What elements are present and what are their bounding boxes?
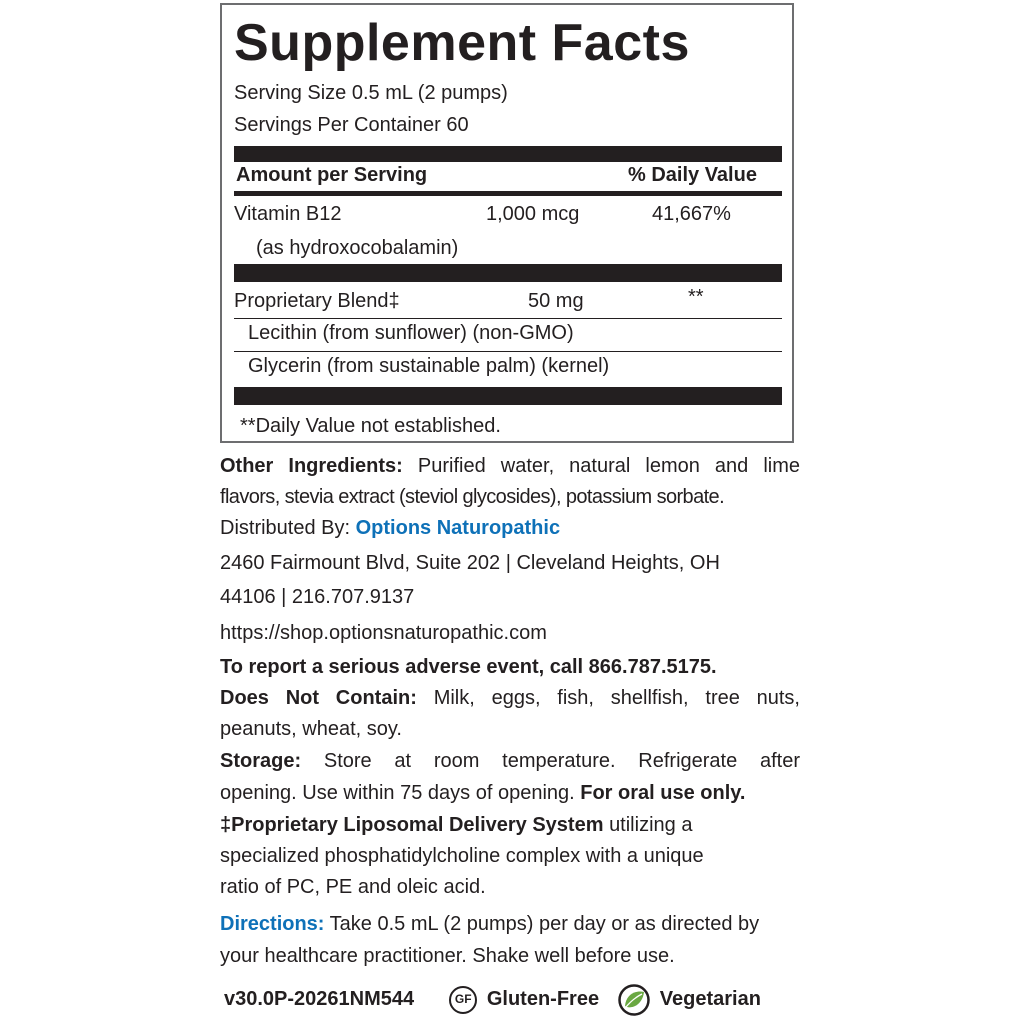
distributed-by bbox=[220, 513, 800, 543]
other-ingredients-line-2: flavors, stevia extract (steviol glycosides), potassium sorbate. bbox=[220, 486, 725, 508]
blend-item-glycerin: Glycerin (from sustainable palm) (kernel) bbox=[248, 355, 610, 377]
blend-amount: 50 mg bbox=[528, 290, 584, 312]
thick-divider bbox=[234, 146, 782, 162]
directions-line-2: your healthcare practitioner. Shake well before use. bbox=[220, 945, 675, 967]
liposomal-line-3: ratio of PC, PE and oleic acid. bbox=[220, 876, 486, 898]
does-not-contain-text: Milk, eggs, fish, shellfish, tree nuts, bbox=[433, 687, 800, 709]
other-ingredients-label: Other Ingredients: bbox=[220, 455, 403, 477]
oral-use-notice: For oral use only. bbox=[580, 782, 746, 804]
medium-divider bbox=[234, 191, 782, 196]
does-not-contain-line-2: peanuts, wheat, soy. bbox=[220, 718, 402, 740]
thin-rule bbox=[234, 318, 782, 319]
liposomal-text-1: utilizing a bbox=[609, 814, 693, 836]
daily-value-footnote: **Daily Value not established. bbox=[240, 415, 501, 437]
vegetarian-label: Vegetarian bbox=[659, 988, 761, 1010]
storage-line-2 bbox=[220, 778, 800, 808]
facts-title: Supplement Facts bbox=[234, 14, 690, 72]
vegetarian-leaf-icon bbox=[618, 984, 650, 1016]
vitamin-name: Vitamin B12 bbox=[234, 203, 342, 225]
directions-text-1: Take 0.5 mL (2 pumps) per day or as directed by bbox=[329, 913, 760, 935]
directions-label: Directions: bbox=[220, 913, 325, 935]
distributor-name: Options Naturopathic bbox=[355, 517, 561, 539]
liposomal-label: ‡Proprietary Liposomal Delivery System bbox=[220, 814, 604, 836]
gluten-free-label: Gluten-Free bbox=[486, 988, 600, 1010]
vitamin-form: (as hydroxocobalamin) bbox=[256, 237, 459, 259]
version-code: v30.0P-20261NM544 bbox=[224, 988, 415, 1010]
address-line-2: 44106 | 216.707.9137 bbox=[220, 586, 415, 608]
website-link[interactable]: https://shop.optionsnaturopathic.com bbox=[220, 622, 547, 644]
vitamin-daily-value: 41,667% bbox=[652, 203, 731, 225]
directions-line-1 bbox=[220, 909, 800, 939]
other-ingredients-text: Purified water, natural lemon and lime bbox=[417, 455, 800, 477]
liposomal-line-1 bbox=[220, 810, 800, 840]
storage-text: Store at room temperature. Refrigerate after bbox=[323, 750, 800, 772]
servings-per-container: Servings Per Container 60 bbox=[234, 114, 469, 136]
supplement-facts-panel bbox=[220, 3, 794, 443]
thick-divider bbox=[234, 264, 782, 282]
daily-value-header: % Daily Value bbox=[628, 164, 757, 186]
does-not-contain-label: Does Not Contain: bbox=[220, 687, 417, 709]
other-ingredients-line-1 bbox=[220, 451, 800, 481]
does-not-contain-line-1 bbox=[220, 683, 800, 713]
address-line-1: 2460 Fairmount Blvd, Suite 202 | Cleveland Heights, OH bbox=[220, 552, 720, 574]
gluten-free-icon: GF bbox=[449, 986, 477, 1014]
adverse-event-notice: To report a serious adverse event, call 866.787.5175. bbox=[220, 656, 717, 678]
label-footer bbox=[224, 982, 804, 1016]
thin-rule bbox=[234, 351, 782, 352]
storage-label: Storage: bbox=[220, 750, 302, 772]
storage-line-1 bbox=[220, 746, 800, 776]
amount-per-serving-header: Amount per Serving bbox=[236, 164, 428, 186]
vitamin-amount: 1,000 mcg bbox=[486, 203, 580, 225]
blend-item-lecithin: Lecithin (from sunflower) (non-GMO) bbox=[248, 322, 574, 344]
storage-text-2: opening. Use within 75 days of opening. bbox=[220, 782, 575, 804]
blend-daily-value: ** bbox=[688, 286, 704, 308]
blend-name: Proprietary Blend‡ bbox=[234, 290, 400, 312]
distributed-label: Distributed By: bbox=[220, 517, 351, 539]
thick-divider bbox=[234, 387, 782, 405]
liposomal-line-2: specialized phosphatidylcholine complex with a unique bbox=[220, 845, 704, 867]
serving-size: Serving Size 0.5 mL (2 pumps) bbox=[234, 82, 508, 104]
